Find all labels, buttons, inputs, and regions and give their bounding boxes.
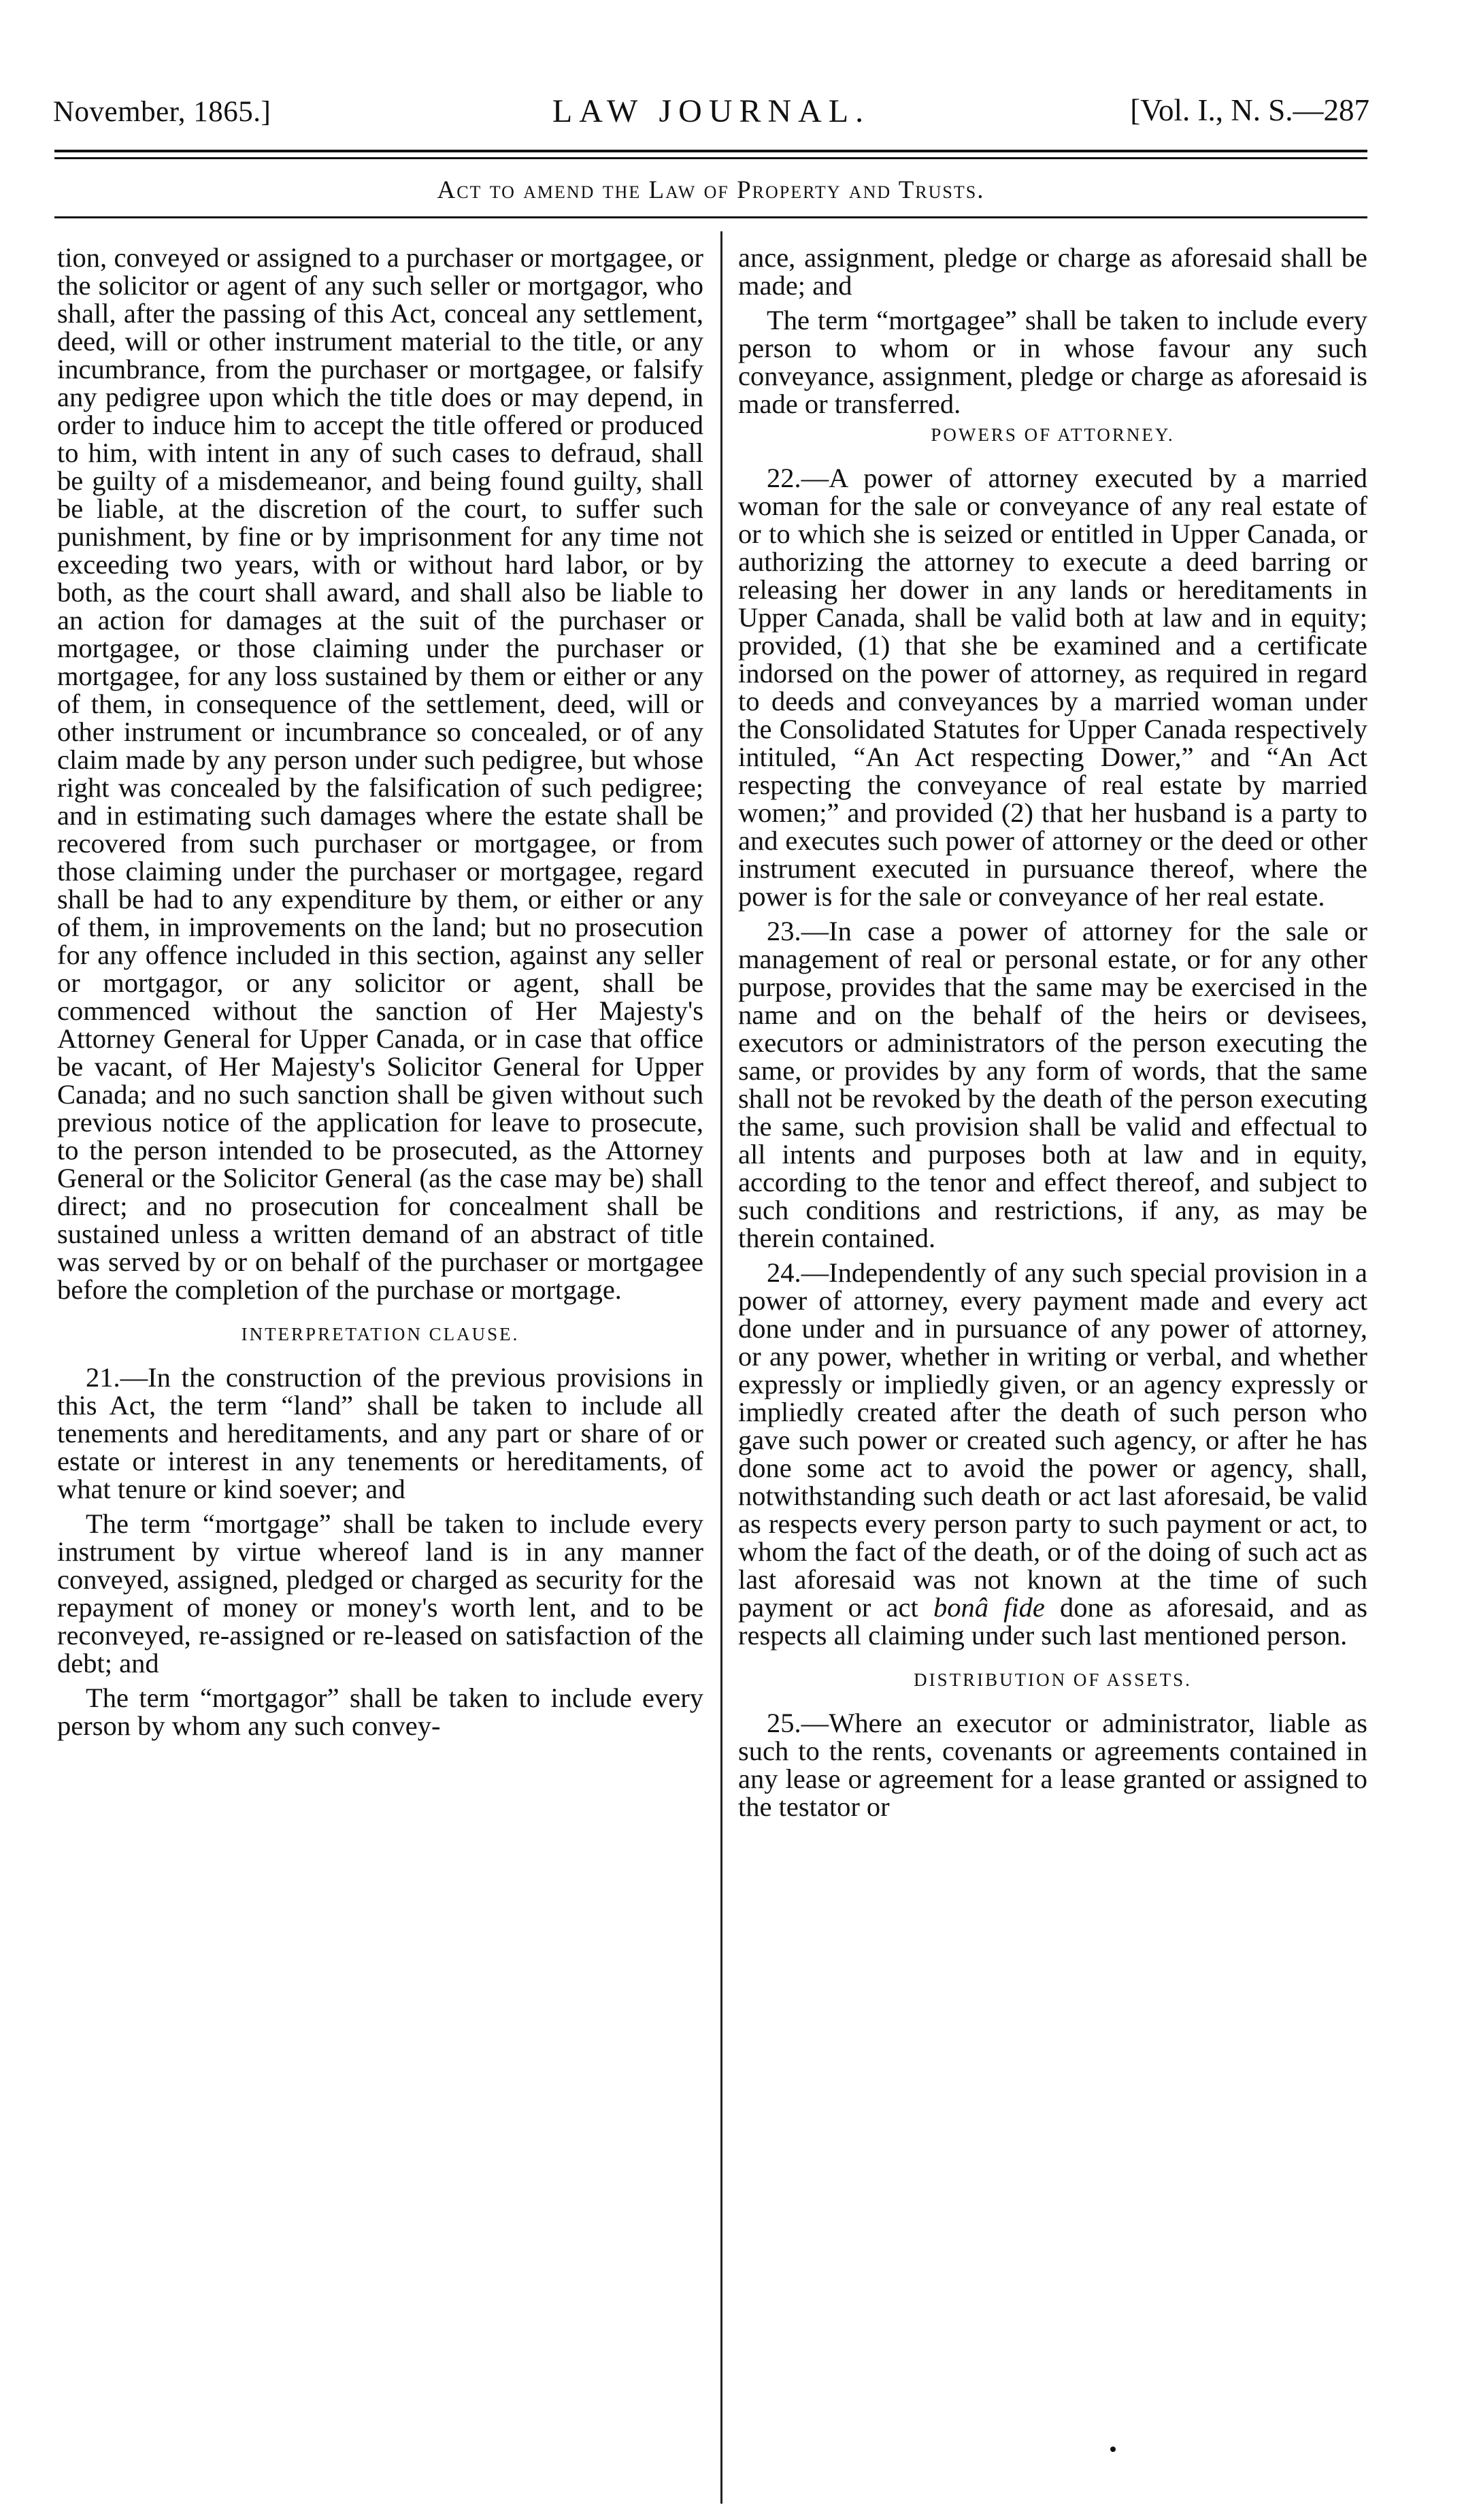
section-24 — [738, 1259, 1367, 1649]
title-rule — [54, 216, 1367, 218]
heading-distribution-of-assets: DISTRIBUTION OF ASSETS. — [914, 1670, 1192, 1690]
paragraph-continuation-right: ance, assignment, pledge or charge as aforesaid shall be made; and — [738, 242, 1367, 301]
right-column — [738, 244, 1367, 1821]
definition-mortgagor: The term “mortgagor” shall be taken to include every person by whom any such convey- — [57, 1682, 703, 1741]
left-column — [57, 244, 703, 1740]
section-24-bona-fide: bonâ fide — [933, 1592, 1045, 1623]
running-head — [53, 87, 1369, 135]
section-24-text-b: done as aforesaid, and as respects all claiming under such last mentioned person. — [738, 1592, 1368, 1651]
column-divider — [720, 231, 722, 2504]
section-25: 25.—Where an executor or administrator, liable as such to the rents, covenants or agreements contained in any lease or agreement for a lease granted or assigned to the testator or — [738, 1708, 1367, 1822]
section-22: 22.—A power of attorney executed by a married woman for the sale or conveyance of any real estate of or to which she is seized or entitled in Upper Canada, or authorizing the attorney to execute a deed barring or releasing her dower in any lands or hereditaments in Upper Canada, shall be valid both at law and in equity; provided, (1) that she be examined and a certificate indorsed on the power of attorney, as required in regard to deeds and conveyances by a married woman under the Consolidated Statutes for Upper Canada respectively intituled, “An Act respecting Dower,” and “An Act respecting the conveyance of real estate by married women;” and provided (2) that her husband is a party to and executes such power of attorney or the deed or other instrument executed in pursuance thereof, where the power is for the sale or conveyance of her real estate. — [738, 463, 1367, 912]
paragraph-continuation: tion, conveyed or assigned to a purchaser or mortgagee, or the solicitor or agent of any such seller or mortgagor, who shall, after the passing of this Act, conceal any settlement, deed, will or other instrument material to the title, or any incumbrance, from the purchaser or mortgagee, or falsify any pedigree upon which the title does or may depend, in order to induce him to accept the title offered or produced to him, with intent in any of such cases to defraud, shall be guilty of a misdemeanor, and being found guilty, shall be liable, at the discretion of the court, to suffer such punishment, by fine or by imprisonment for any time not exceeding two years, with or without hard labor, or by both, as the court shall award, and shall also be liable to an action for damages at the suit of the purchaser or mortgagee, or those claiming under the purchaser or mortgagee, for any loss sustained by them or either or any of them, in consequence of the settlement, deed, will or other instrument or incumbrance so concealed, or of any claim made by any person under such pedigree, but whose right was concealed by the falsification of such pedigree; and in estimating such damages where the estate shall be recovered from such purchaser or mortgagee, or from those claiming under the purchaser or mortgagee, regard shall be had to any expenditure by them, or either or any of them, in improvements on the land; but no prosecution for any offence included in this section, against any seller or mortgagor, or any solicitor or agent, shall be commenced without the sanction of Her Majesty's Attorney General for Upper Canada, or in case that office be vacant, of Her Majesty's Solicitor General for Upper Canada; and no such sanction shall be given without such previous notice of the application for leave to prosecute, to the person intended to be prosecuted, as the Attorney General or the Solicitor General (as the case may be) shall direct; and no prosecution for concealment shall be sustained unless a written demand of an abstract of title was served by or on behalf of the purchaser or mortgagee before the completion of the purchase or mortgage. — [57, 242, 703, 1305]
definition-mortgagee: The term “mortgagee” shall be taken to include every person to whom or in whose favour any such conveyance, assignment, pledge or charge as aforesaid is made or transferred. — [738, 305, 1367, 419]
section-21: 21.—In the construction of the previous provisions in this Act, the term “land” shall be taken to include all tenements and hereditaments, and any part or share of or estate or interest in any tenements or hereditaments, of what tenure or kind soever; and — [57, 1362, 703, 1504]
heading-powers-of-attorney: POWERS OF ATTORNEY. — [931, 425, 1175, 445]
volume-page-number: [Vol. I., N. S.—287 — [1130, 93, 1369, 127]
header-rule-top — [54, 150, 1367, 152]
definition-mortgage: The term “mortgage” shall be taken to include every instrument by virtue whereof land is in any manner conveyed, assigned, pledged or charged as security for the repayment of money or money's worth lent, and to be reconveyed, re-assigned or re-leased on satisfaction of the debt; and — [57, 1508, 703, 1678]
section-24-text-a: 24.—Independently of any such special provision in a power of attorney, every payment made and every act done under and in pursuance of any power of attorney, or any power, whether in writing or verbal, and whether expressly or impliedly given, or an agency expressly or impliedly created after the death of such person who gave such power or created such agency, or after he has done some act to avoid the power or agency, shall, notwithstanding such death or act last aforesaid, be valid as respects every person party to such payment or act, to whom the fact of the death, or of the doing of such act as last aforesaid was not known at the time of such payment or act — [738, 1257, 1367, 1623]
journal-title: LAW JOURNAL. — [552, 93, 871, 129]
heading-interpretation-clause: INTERPRETATION CLAUSE. — [241, 1324, 520, 1344]
header-rule-bottom — [54, 157, 1367, 159]
issue-date: November, 1865.] — [53, 96, 271, 128]
section-23: 23.—In case a power of attorney for the sale or management of real or personal estate, or for any other purpose, provides that the same may be exercised in the name and on the behalf of the heirs or devisees, executors or administrators of the person executing the same, or provides by any form of words, that the same shall not be revoked by the death of the person executing the same, such provision shall be valid and effectual to all intents and purposes both at law and in equity, according to the tenor and effect thereof, and subject to such conditions and restrictions, if any, as may be therein contained. — [738, 916, 1367, 1253]
section-title: Act to amend the Law of Property and Trusts. — [437, 176, 985, 204]
printer-mark-dot — [1110, 2447, 1116, 2452]
